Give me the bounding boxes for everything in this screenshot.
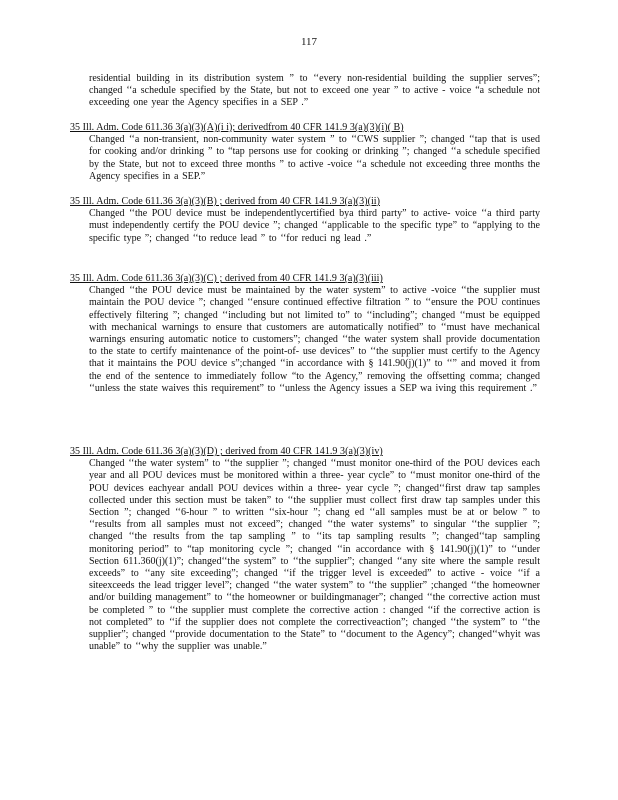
- entry-2-text: Changed ‘‘the POU device must be independentlycertified bya third party” to active- voice ‘‘a third party must independently certify the POU device ”; changed ‘‘applicable to the specific type” to “applying to the specific type ”; changed ‘‘to reduce lead ” to ‘‘for reduci ng lead .”: [89, 208, 540, 244]
- entry-1: [70, 122, 540, 183]
- entry-4: [70, 446, 540, 653]
- citation-2: 35 Ill. Adm. Code 611.36 3(a)(3)(B) ; derived from 40 CFR 141.9 3(a)(3)(ii): [70, 196, 380, 207]
- page-number: 117: [300, 36, 318, 48]
- entry-2: [70, 196, 540, 245]
- citation-3: 35 Ill. Adm. Code 611.36 3(a)(3)(C) ; derived from 40 CFR 141.9 3(a)(3)(iii): [70, 273, 383, 284]
- intro-paragraph: residential building in its distribution system ” to ‘‘every non-residential building the supplier serves”; changed ‘‘a schedule specified by the State, but not to exceed one year ” to active - voice “a schedule not exceeding one year the Agency specifies in a SEP .”: [89, 73, 540, 109]
- entry-3: [70, 273, 540, 395]
- entry-3-text: Changed ‘‘the POU device must be maintained by the water system” to active -voice ‘‘the supplier must maintain the POU device ”; changed ‘‘ensure continued effective filtration ” to ‘‘ensure the POU continues effectively filtering ”; changed ‘‘including but not limited to” to ‘‘including”; changed ‘‘must be equipped with mechanical warnings to ensure that customers are automatically notified” to ‘‘must have mechanical warnings ensuring automatic notice to customers”; changed ‘‘the water system shall provide documentation to the state to certify maintenance of the point-of- use devices” to ‘‘the supplier must certify to the Agency that it maintains the POU device s”;changed ‘‘in accordance with § 141.90(j)(1)” to ‘‘” and moved it from the end of the sentence to immediately follow “to the Agency,” removing the offsetting comma; changed ‘‘unless the state waives this requirement” to ‘‘unless the Agency issues a SEP wa iving this requirement .”: [89, 285, 540, 394]
- entry-4-text: Changed ‘‘the water system” to ‘‘the supplier ”; changed ‘‘must monitor one-third of the POU devices each year and all POU devices must be monitored within a three- year cycle” to ‘‘must monitor one-third of the POU devices eachyear andall POU devices within a three- year cycle ”; changed‘‘first draw tap samples collected under this section must be taken” to ‘‘the supplier must collect first draw tap samples under this Section ”; changed ‘‘6-hour ” to written ‘‘six-hour ”; chang ed ‘‘all samples must be at or below ” to ‘‘results from all samples must not exceed”; changed ‘‘the water systems” to singular ‘‘the supplier ”; changed ‘‘the results from the tap sampling ” to ‘‘its tap sampling results ”; changed‘‘tap sampling monitoring period” to “tap monitoring cycle ”; changed ‘‘in accordance with § 141.90(j)(1)” to ‘‘under Section 611.360(j)(1)”; changed‘‘the system” to ‘‘the supplier”; changed ‘‘any site where the sample result exceeds” to ‘‘any site exceeding”; changed ‘‘if the trigger level is exceeded” to active - voice ‘‘if a siteexceeds the lead trigger level”; changed ‘‘the water system” to ‘‘the supplier” ;changed ‘‘the homeowner and/or building management” to ‘‘the homeowner or buildingmanager”; changed ‘‘the corrective action must be completed ” to ‘‘the supplier must complete the corrective action : changed ‘‘if the corrective action is not completed” to ‘‘if the supplier does not complete the correctiveaction”; changed ‘‘the system” to ‘‘the supplier”; changed ‘‘provide documentation to the State” to ‘‘document to the Agency”; changed‘‘whyit was unable” to ‘‘why the supplier was unable.”: [89, 458, 540, 653]
- citation-1: 35 Ill. Adm. Code 611.36 3(a)(3)(A)(i i); derivedfrom 40 CFR 141.9 3(a)(3)(i)( B): [70, 122, 404, 133]
- citation-4: 35 Ill. Adm. Code 611.36 3(a)(3)(D) ; derived from 40 CFR 141.9 3(a)(3)(iv): [70, 446, 383, 457]
- entry-1-text: Changed ‘‘a non-transient, non-community water system ” to ‘‘CWS supplier ”; changed ‘‘tap that is used for cooking and/or drinking ” to “tap persons use for cooking or drinking ”; changed ‘‘a schedule specified by the State, but not to exceed three months ” to active -voice ‘‘a schedule not exceeding three months the Agency specifies in a SEP.”: [89, 134, 540, 182]
